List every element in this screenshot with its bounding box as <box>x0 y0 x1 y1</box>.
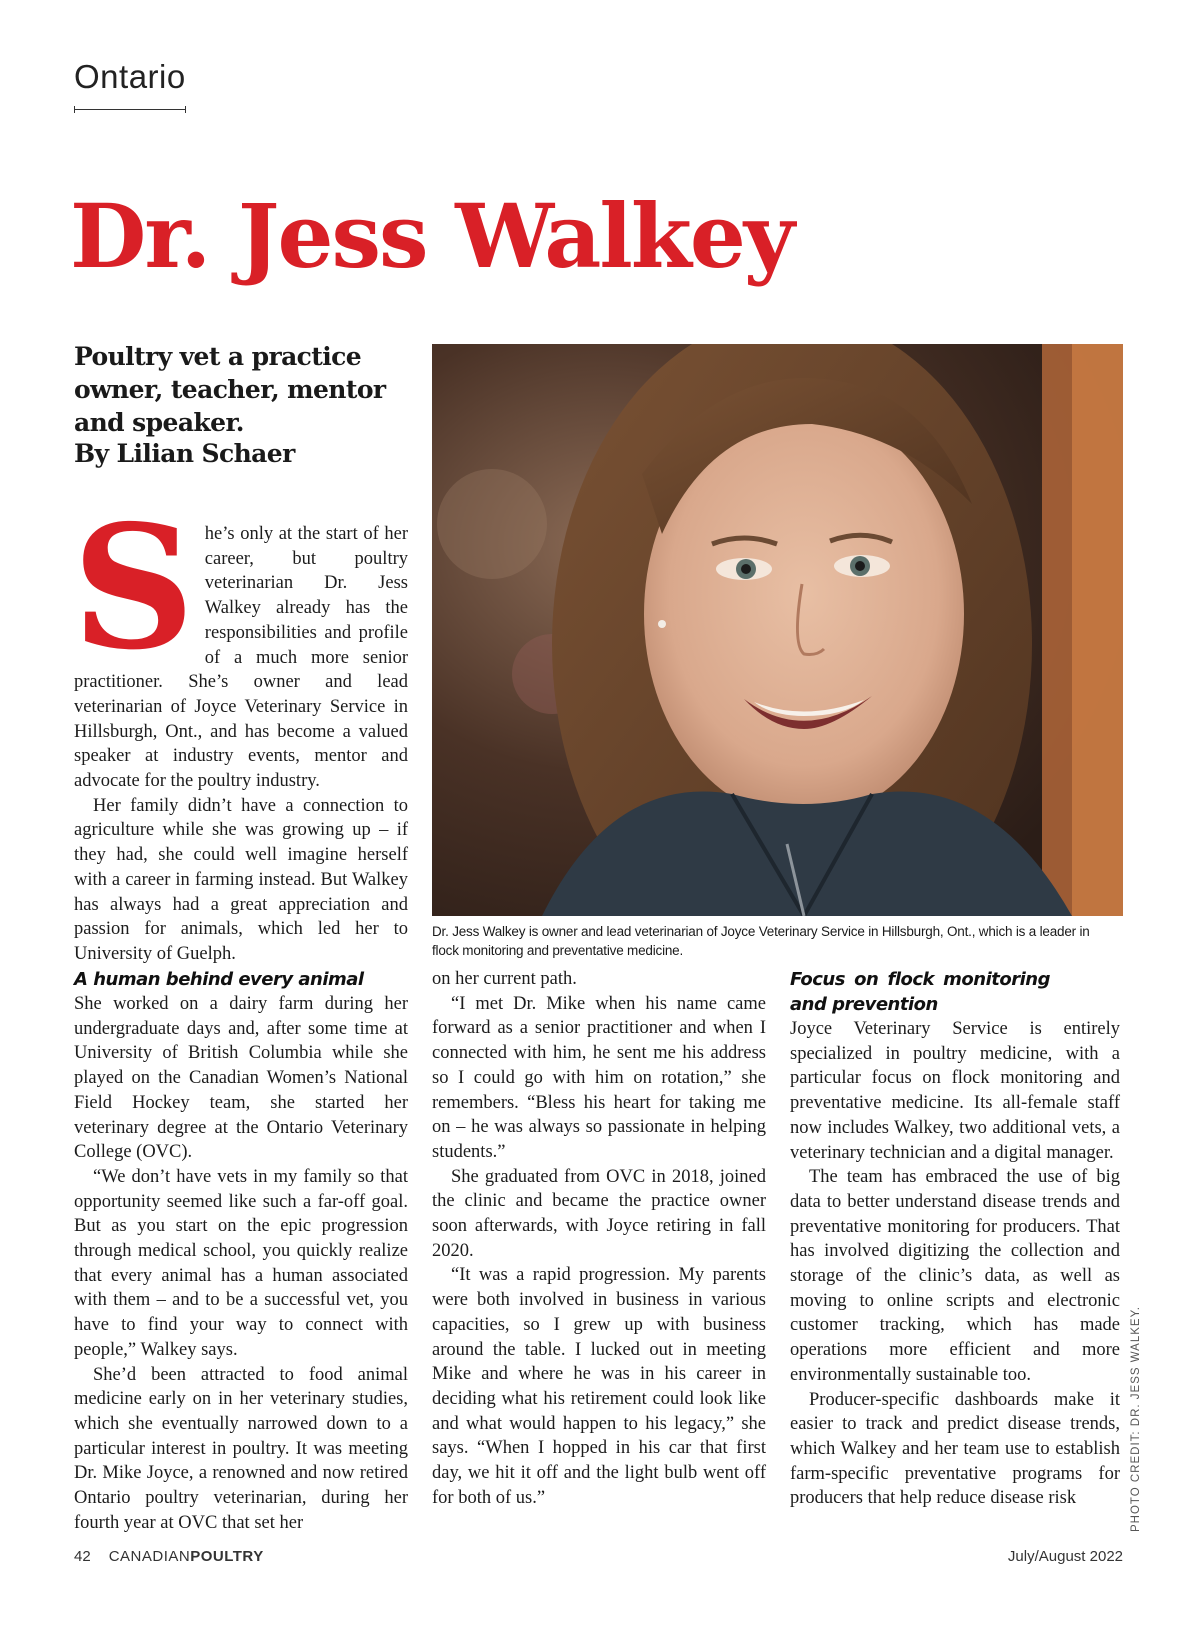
column-3 <box>790 967 1120 1511</box>
subhead-focus: Focus on flock monitoring and prevention <box>790 969 1050 1015</box>
subhead-human: A human behind every animal <box>74 969 364 990</box>
column-1 <box>74 967 408 1535</box>
col2-paragraph-2: “I met Dr. Mike when his name came forward as a senior practitioner and when I connected with him, he sent me his address so I could go with him on rotation,” she remembers. “Bless his heart for taking me on – he was always so passionate in helping students.” <box>432 993 766 1162</box>
magazine-name-part2: POULTRY <box>190 1548 264 1565</box>
portrait-illustration <box>432 344 1123 916</box>
col1-paragraph-3: She’d been attracted to food animal medicine early on in her veterinary studies, which she eventually narrowed down to a particular interest in poultry. It was meeting Dr. Mike Joyce, a renowned and now retired Ontario poultry veterinarian, during her fourth year at OVC that set her <box>74 1364 408 1533</box>
article-headline: Dr. Jess Walkey <box>70 184 793 288</box>
issue-date: July/August 2022 <box>1007 1548 1123 1565</box>
column-2 <box>432 967 766 1510</box>
photo-caption: Dr. Jess Walkey is owner and lead veterinarian of Joyce Veterinary Service in Hillsburgh, Ont., which is a leader in flock monitoring and preventative medicine. <box>432 924 1090 958</box>
col1-paragraph-1: She worked on a dairy farm during her undergraduate days and, after some time at University of British Columbia while she played on the Canadian Women’s National Field Hockey team, she started her veterinary degree at the Ontario Veterinary College (OVC). <box>74 994 408 1163</box>
portrait-photo <box>432 344 1123 916</box>
section-rule <box>74 109 186 110</box>
magazine-name-part1: CANADIAN <box>108 1548 191 1565</box>
page-number: 42 <box>74 1548 91 1565</box>
byline: By Lilian Schaer <box>74 439 295 468</box>
drop-cap: S <box>72 488 195 688</box>
intro-column <box>72 488 408 967</box>
footer-left <box>74 1548 264 1565</box>
article-deck: Poultry vet a practice owner, teacher, mentor and speaker. <box>74 342 386 437</box>
col2-paragraph-1: on her current path. <box>432 969 577 989</box>
col3-paragraph-3: Producer-specific dashboards make it easier to track and predict disease trends, which Walkey and her team use to establish farm-specific preventative programs for producers that help reduce disease risk <box>790 1389 1120 1509</box>
col2-paragraph-3: She graduated from OVC in 2018, joined the clinic and became the practice owner soon afterwards, with Joyce retiring in fall 2020. <box>432 1166 766 1261</box>
col3-paragraph-2: The team has embraced the use of big data to better understand disease trends and preventative monitoring for producers. That has involved digitizing the collection and storage of the clinic’s data, as well as moving to online scripts and electronic customer tracking, which has made operations more efficient and more environmentally sustainable too. <box>790 1167 1120 1385</box>
col1-paragraph-2: “We don’t have vets in my family so that opportunity seemed like such a far-off goal. But as you start on the epic progression through medical school, you quickly realize that every animal has a human associated with them – and to be a successful vet, you have to find your way to connect with people,” Walkey says. <box>74 1166 408 1360</box>
col2-paragraph-4: “It was a rapid progression. My parents were both involved in business in various capacities, so I grew up with business around the table. I lucked out in meeting Mike and where he was in his career in deciding what his retirement could look like and what would happen to his legacy,” she says. “When I hopped in his car that first day, we hit it off and the light bulb went off for both of us.” <box>432 1265 766 1508</box>
section-label: Ontario <box>74 58 186 95</box>
col3-paragraph-1: Joyce Veterinary Service is entirely specialized in poultry medicine, with a particular focus on flock monitoring and preventative medicine. Its all-female staff now includes Walkey, two additional vets, a veterinary technician and a digital manager. <box>790 1019 1120 1163</box>
photo-credit: PHOTO CREDIT: DR. JESS WALKEY. <box>1130 1306 1142 1532</box>
intro-paragraph-1: he’s only at the start of her career, but poultry veterinarian Dr. Jess Walkey already has the responsibilities and profile of a much more senior practitioner. She’s owner and lead veterinarian of Joyce Veterinary Service in Hillsburgh, Ont., and has become a valued speaker at industry events, mentor and advocate for the poultry industry. <box>74 524 408 792</box>
intro-paragraph-2: Her family didn’t have a connection to agriculture while she was growing up – if they had, she could well imagine herself with a career in farming instead. But Walkey has always had a great appreciation and passion for animals, which led her to University of Guelph. <box>74 795 408 964</box>
